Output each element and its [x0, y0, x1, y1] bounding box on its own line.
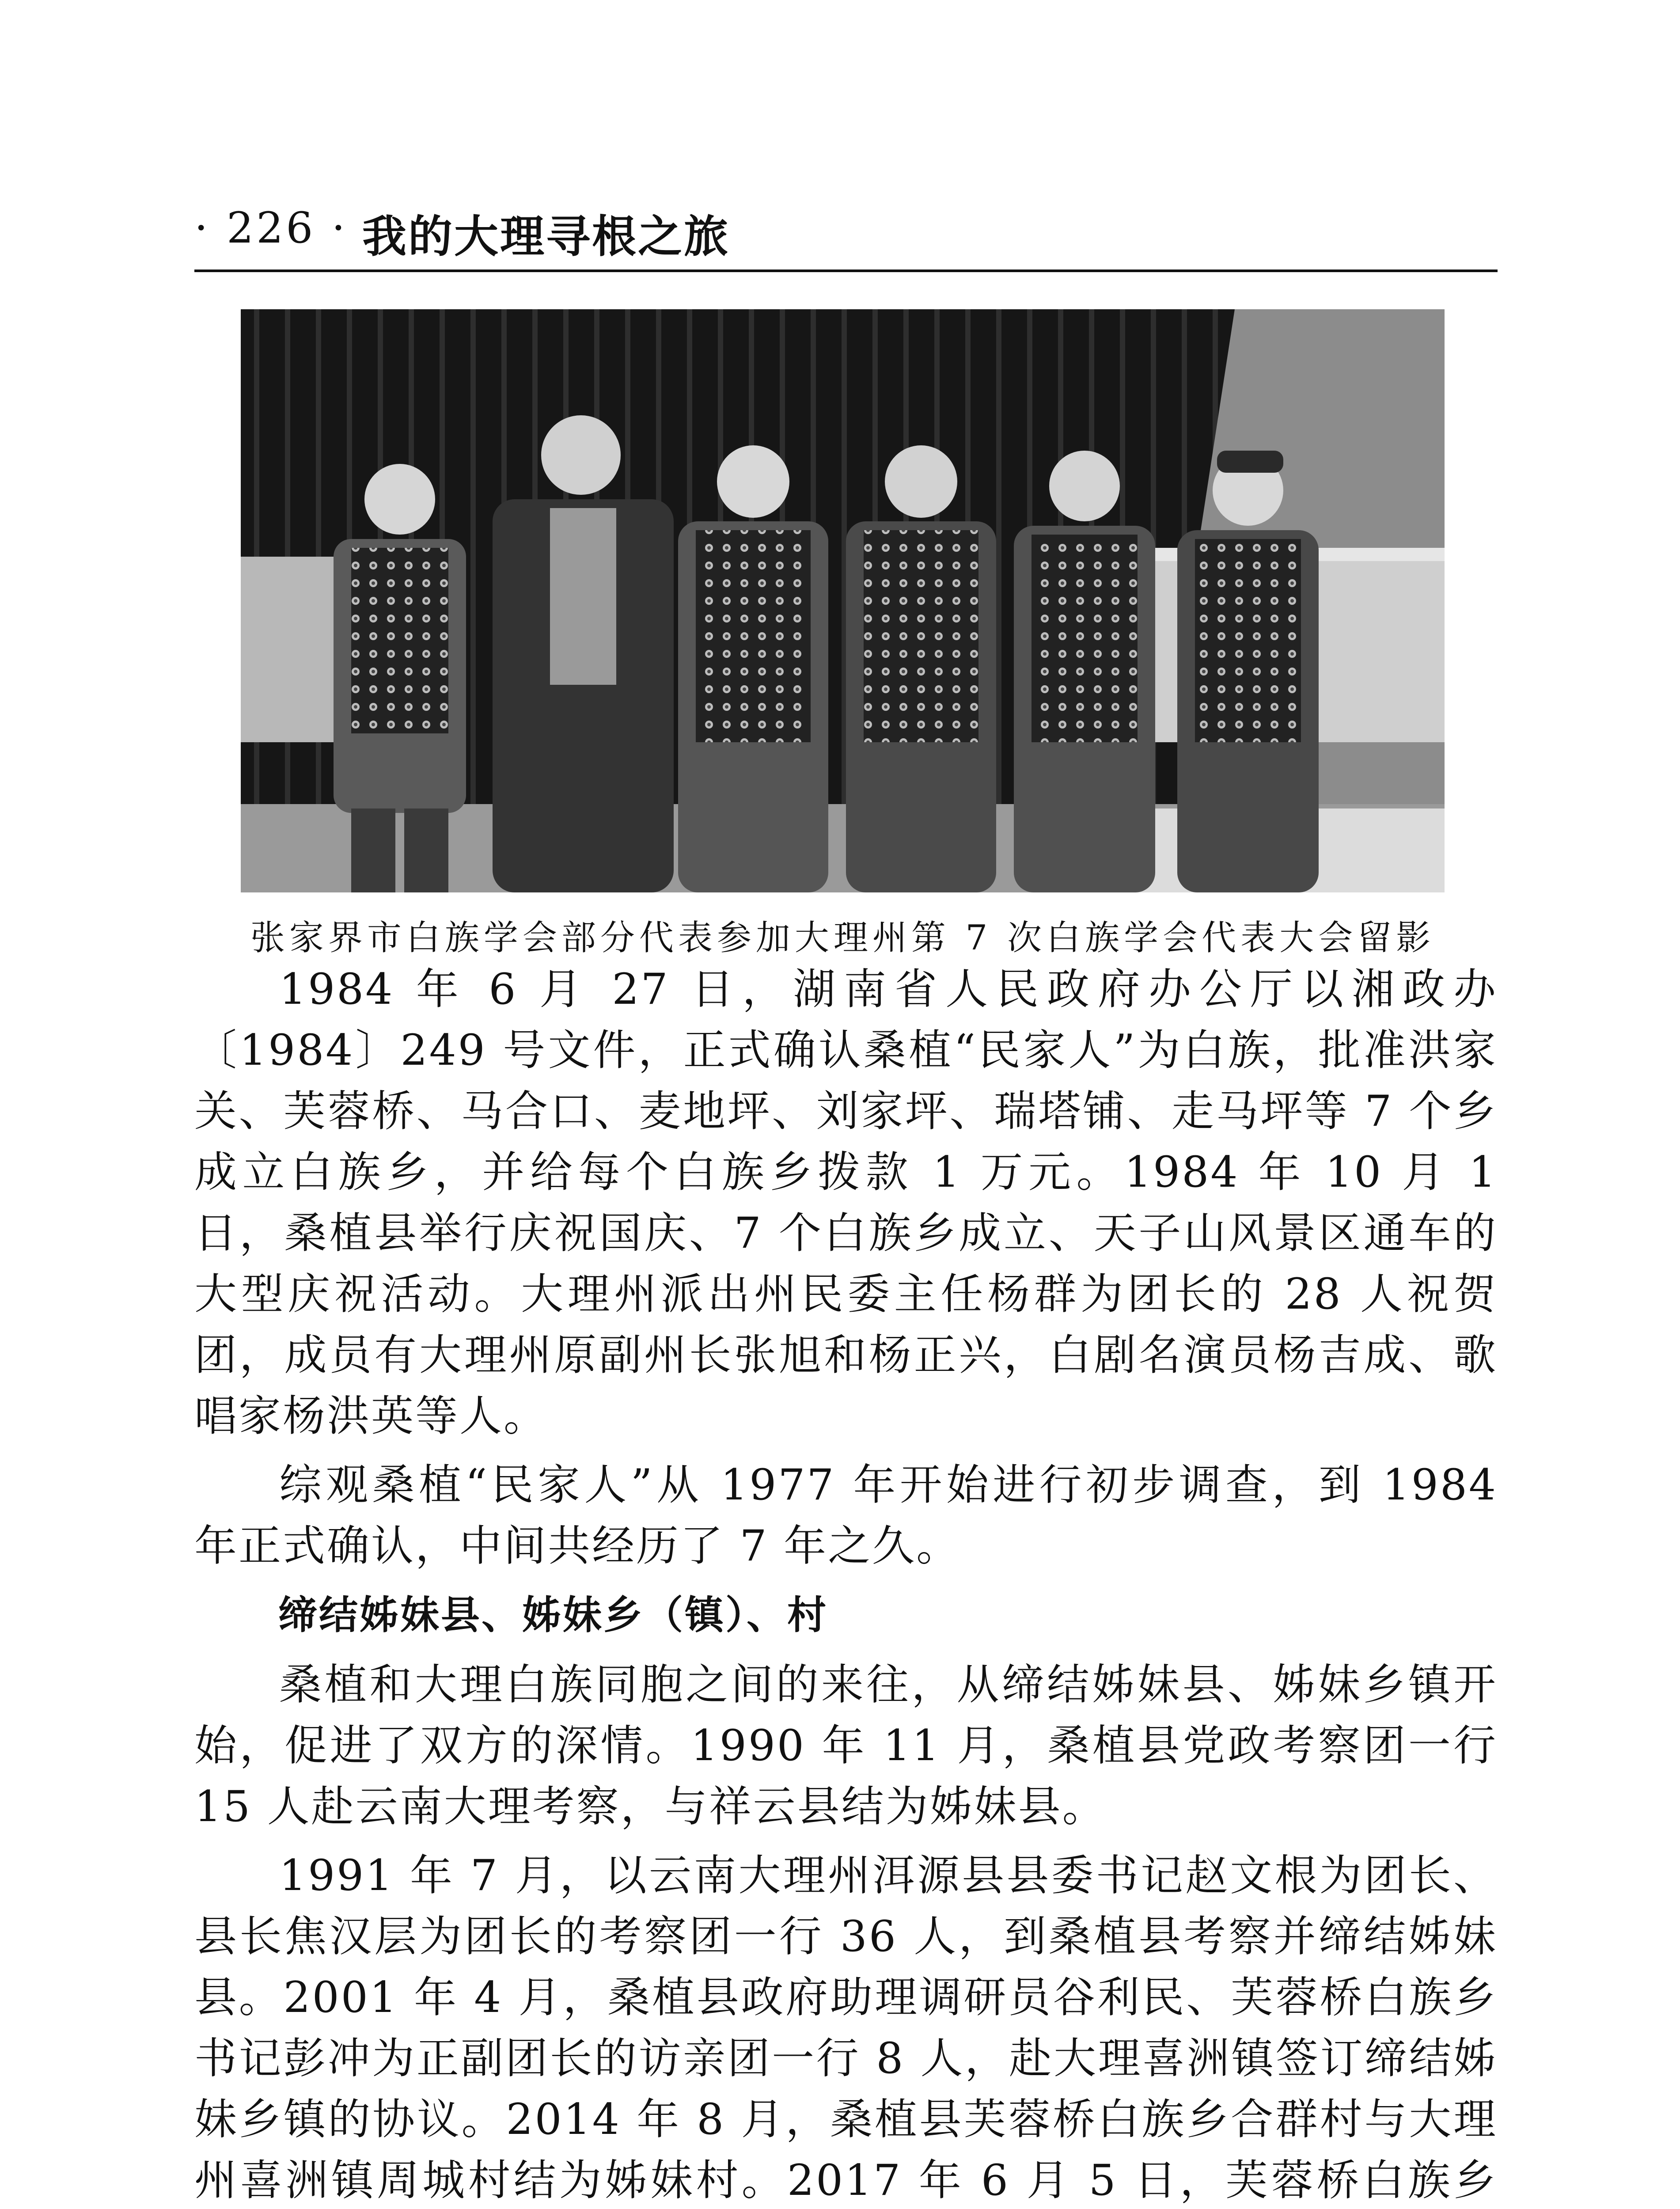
- group-photo-image: [241, 309, 1445, 892]
- body-text: [194, 959, 1498, 2209]
- running-title: 我的大理寻根之旅: [362, 211, 730, 262]
- paragraph: 1991 年 7 月，以云南大理州洱源县县委书记赵文根为团长、县长焦汉层为团长的考察团一行 36 人，到桑植县考察并缔结姊妹县。2001 年 4 月，桑植县政府助理调研员谷利民、芙蓉桥白族乡书记彭冲为正副团长的访亲团一行 8 人，赴大理喜洲镇签订缔结姊妹乡镇的协议。2014 年 8 月，桑植县芙蓉桥白族乡合群村与大理州喜洲镇周城村结为姊妹村。2017 年 6 月 5 日，芙蓉桥白族乡: [194, 1851, 1498, 2205]
- page-header: [194, 190, 1498, 262]
- header-rule: [194, 269, 1498, 272]
- group-photo: [241, 309, 1445, 892]
- paragraph: 1984 年 6 月 27 日，湖南省人民政府办公厅以湘政办〔1984〕249 号文件，正式确认桑植“民家人”为白族，批准洪家关、芙蓉桥、马合口、麦地坪、刘家坪、瑞塔铺、走马坪等 7 个乡成立白族乡，并给每个白族乡拨款 1 万元。1984 年 10 月 1 日，桑植县举行庆祝国庆、7 个白族乡成立、天子山风景区通车的大型庆祝活动。大理州派出州民委主任杨群为团长的 28 人祝贺团，成员有大理州原副州长张旭和杨正兴，白剧名演员杨吉成、歌唱家杨洪英等人。: [194, 964, 1498, 1441]
- paragraph: 桑植和大理白族同胞之间的来往，从缔结姊妹县、姊妹乡镇开始，促进了双方的深情。1990 年 11 月，桑植县党政考察团一行 15 人赴云南大理考察，与祥云县结为姊妹县。: [194, 1660, 1498, 1831]
- paragraph: 综观桑植“民家人”从 1977 年开始进行初步调查，到 1984 年正式确认，中间共经历了 7 年之久。: [194, 1460, 1498, 1571]
- section-heading: 缔结姊妹县、姊妹乡（镇）、村: [278, 1592, 828, 1638]
- page-number: · 226 ·: [194, 203, 348, 253]
- figure-caption: 张家界市白族学会部分代表参加大理州第 7 次白族学会代表大会留影: [250, 918, 1435, 958]
